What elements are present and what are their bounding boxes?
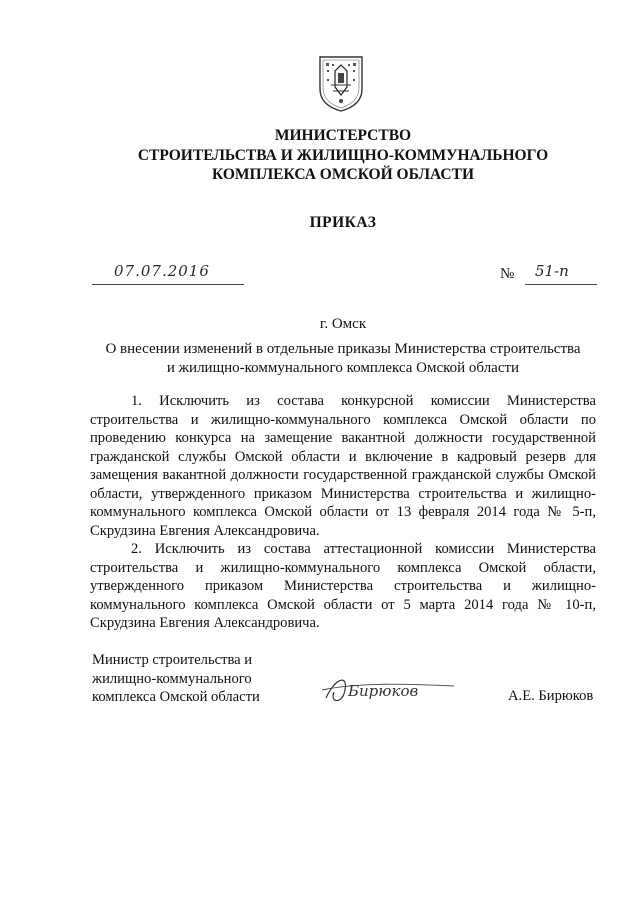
document-type-title: ПРИКАЗ bbox=[309, 214, 377, 231]
order-subject bbox=[90, 340, 596, 377]
signer-title-line-2: жилищно-коммунального bbox=[92, 670, 252, 687]
city: г. Омск bbox=[319, 316, 367, 332]
paragraph-2: 2. Исключить из состава аттестационной комиссии Министерства строительства и жилищно-коммунального комплекса Омской области, утвержденного приказом Министерства строительства и жилищно-коммунального комплекса Омской области от 5 марта 2014 года № 10-п, Скрудзина Евгения Александровича. bbox=[90, 541, 596, 631]
number-label: № bbox=[500, 266, 515, 282]
handwritten-date: 07.07.2016 bbox=[114, 262, 210, 280]
number-line bbox=[525, 262, 597, 285]
date-line bbox=[92, 262, 244, 285]
coat-of-arms-icon bbox=[318, 55, 364, 113]
signer-title bbox=[92, 651, 260, 707]
subject-line-2: и жилищно-коммунального комплекса Омской области bbox=[166, 359, 520, 376]
header-line-3: КОМПЛЕКСА ОМСКОЙ ОБЛАСТИ bbox=[211, 166, 475, 183]
subject-line-1: О внесении изменений в отдельные приказы Министерства строительства bbox=[105, 341, 581, 357]
handwritten-order-number: 51-п bbox=[535, 262, 569, 280]
paragraph-1: 1. Исключить из состава конкурсной комиссии Министерства строительства и жилищно-коммунального комплекса Омской области по проведению конкурса на замещение вакантной должности государственной гражданской службы Омской области и включение в кадровый резерв для замещения вакантной должности государственной гражданской службы Омской области, утвержденного приказом Министерства строительства и жилищно-коммунального комплекса Омской области от 13 февраля 2014 года № 5-п, Скрудзина Евгения Александровича. bbox=[90, 393, 596, 539]
signer-name: А.Е. Бирюков bbox=[508, 688, 594, 704]
signature-text: Бирюков bbox=[348, 682, 419, 700]
header-line-2: СТРОИТЕЛЬСТВА И ЖИЛИЩНО-КОММУНАЛЬНОГО bbox=[137, 146, 549, 164]
signer-title-line-1: Министр строительства и bbox=[92, 652, 253, 668]
ministry-header bbox=[90, 126, 596, 185]
signer-title-line-3: комплекса Омской области bbox=[92, 689, 260, 705]
signature bbox=[320, 672, 458, 706]
header-line-1: МИНИСТЕРСТВО bbox=[274, 127, 412, 144]
order-body bbox=[90, 392, 596, 633]
